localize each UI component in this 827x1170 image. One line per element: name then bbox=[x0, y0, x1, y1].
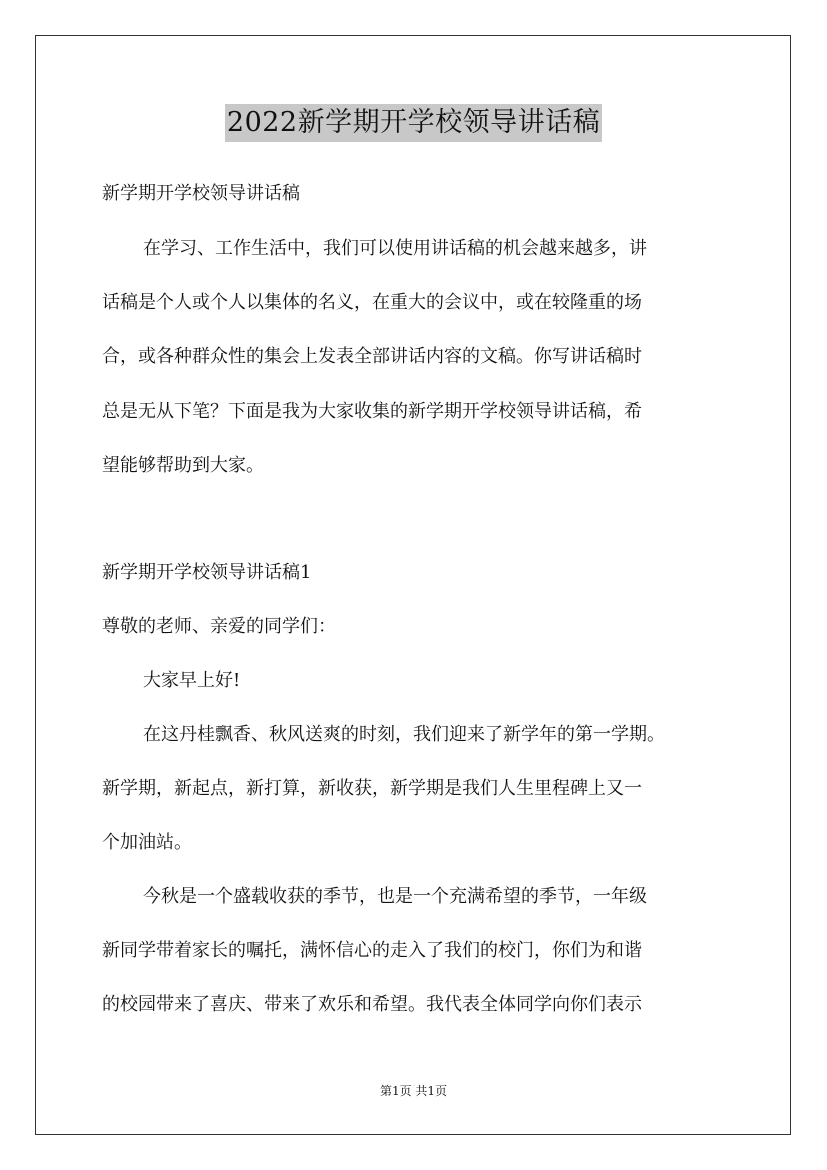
paragraph2-line-3: 的校园带来了喜庆、带来了欢乐和希望。我代表全体同学向你们表示 bbox=[102, 994, 642, 1015]
intro-line-3: 合，或各种群众性的集会上发表全部讲话内容的文稿。你写讲话稿时 bbox=[102, 346, 642, 367]
paragraph2-line-2: 新同学带着家长的嘱托，满怀信心的走入了我们的校门，你们为和谐 bbox=[102, 940, 642, 961]
intro-line-4: 总是无从下笔？下面是我为大家收集的新学期开学校领导讲话稿，希 bbox=[102, 401, 642, 422]
intro-line-5: 望能够帮助到大家。 bbox=[102, 455, 264, 476]
document-title: 2022新学期开学校领导讲话稿 bbox=[225, 104, 602, 142]
paragraph1-line-1: 在这丹桂飘香、秋风送爽的时刻，我们迎来了新学年的第一学期。 bbox=[143, 724, 665, 745]
salutation: 尊敬的老师、亲爱的同学们： bbox=[102, 616, 336, 637]
page-footer: 第1页 共1页 bbox=[379, 1084, 448, 1098]
paragraph1-line-3: 个加油站。 bbox=[102, 832, 192, 853]
greeting: 大家早上好! bbox=[143, 670, 241, 691]
intro-line-1: 在学习、工作生活中，我们可以使用讲话稿的机会越来越多，讲 bbox=[143, 238, 647, 259]
section-heading: 新学期开学校领导讲话稿1 bbox=[102, 562, 312, 583]
title-container bbox=[0, 104, 827, 142]
paragraph2-line-1: 今秋是一个盛载收获的季节，也是一个充满希望的季节，一年级 bbox=[143, 886, 647, 907]
paragraph1-line-2: 新学期，新起点，新打算，新收获，新学期是我们人生里程碑上又一 bbox=[102, 778, 642, 799]
document-subtitle: 新学期开学校领导讲话稿 bbox=[102, 183, 300, 204]
intro-line-2: 话稿是个人或个人以集体的名义，在重大的会议中，或在较隆重的场 bbox=[102, 292, 642, 313]
